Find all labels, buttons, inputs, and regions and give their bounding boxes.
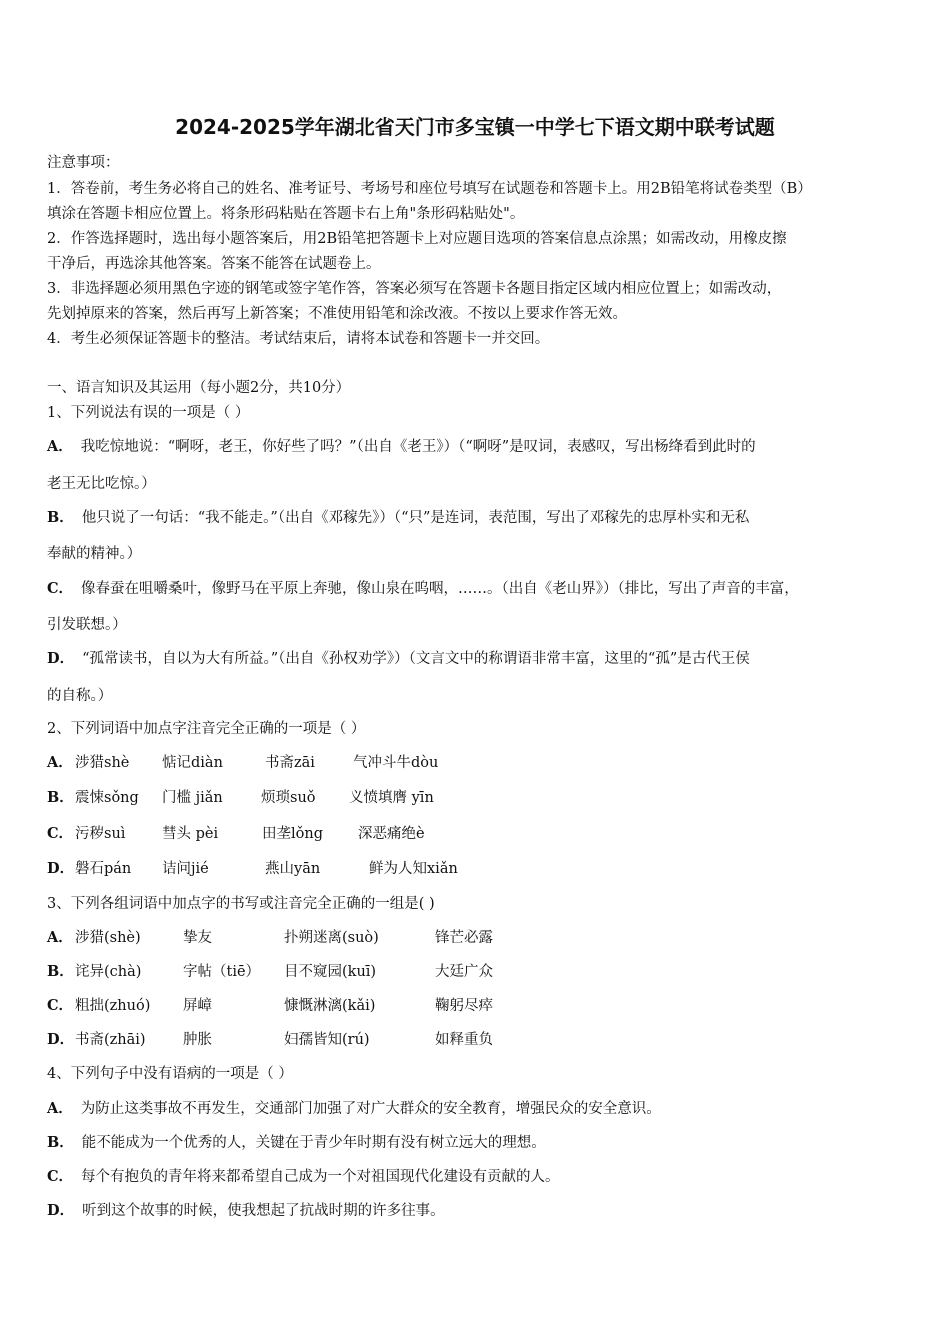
option-item: 烦琐suǒ xyxy=(261,790,316,806)
option-text: 我吃惊地说：“啊呀，老王，你好些了吗？”（出自《老王》）（“啊呀”是叹词，表感叹，写出杨绛看到此时的 xyxy=(80,439,756,455)
option-item: 深恶痛绝è xyxy=(358,826,425,842)
option-text: 像春蚕在咀嚼桑叶，像野马在平原上奔驰，像山泉在呜咽，……。（出自《老山界》）（排比，写出了声音的丰富， xyxy=(81,581,799,597)
section-heading: 一、语言知识及其运用（每小题2分，共10分） xyxy=(47,380,351,396)
option-item: 磐石pán xyxy=(75,861,132,877)
q4-option-d xyxy=(47,1199,445,1220)
option-item: 义愤填膺 yīn xyxy=(349,790,434,806)
option-label: B． xyxy=(47,789,74,806)
notice-heading: 注意事项： xyxy=(47,155,120,171)
option-item: 鞠躬尽瘁 xyxy=(435,998,493,1014)
option-label: D． xyxy=(47,1202,75,1219)
option-label: C． xyxy=(47,997,74,1014)
option-item: 涉猎(shè) xyxy=(75,930,141,946)
option-item: 燕山yān xyxy=(265,861,321,877)
notice-line: 2．作答选择题时，选出每小题答案后，用2B铅笔把答题卡上对应题目选项的答案信息点涂黑；如需改动，用橡皮擦 xyxy=(47,231,787,247)
option-item: 惦记diàn xyxy=(162,755,223,771)
question-2-stem: 2、下列词语中加点字注音完全正确的一项是（ ） xyxy=(47,721,366,737)
notice-line: 1．答卷前，考生务必将自己的姓名、准考证号、考场号和座位号填写在试题卷和答题卡上。用2B铅笔将试卷类型（B） xyxy=(47,181,812,197)
notice-line: 填涂在答题卡相应位置上。将条形码粘贴在答题卡右上角"条形码粘贴处"。 xyxy=(47,206,525,222)
option-label: D． xyxy=(47,1031,75,1048)
option-item: 如释重负 xyxy=(435,1032,493,1048)
option-item: 目不窥园(kuī) xyxy=(284,964,377,980)
option-item: 粗拙(zhuó) xyxy=(75,998,151,1014)
option-item: 锋芒必露 xyxy=(435,930,493,946)
option-label: C． xyxy=(47,1168,74,1185)
q1-option-d-cont: 的自称。） xyxy=(47,688,113,704)
notice-line: 干净后，再选涂其他答案。答案不能答在试题卷上。 xyxy=(47,256,381,272)
question-1-stem: 1、下列说法有误的一项是（ ） xyxy=(47,405,250,421)
page-title: 2024-2025学年湖北省天门市多宝镇一中学七下语文期中联考试题 xyxy=(175,115,775,139)
option-label: C． xyxy=(47,825,74,842)
option-label: D． xyxy=(47,650,75,667)
option-text: 听到这个故事的时候，使我想起了抗战时期的许多往事。 xyxy=(82,1203,445,1219)
option-item: 涉猎shè xyxy=(75,755,130,771)
option-item: 污秽suì xyxy=(75,826,126,842)
option-text: 能不能成为一个优秀的人，关键在于青少年时期有没有树立远大的理想。 xyxy=(81,1135,546,1151)
option-item: 挚友 xyxy=(183,930,212,946)
option-label: B． xyxy=(47,963,74,980)
notice-line: 4．考生必须保证答题卡的整洁。考试结束后，请将本试卷和答题卡一并交回。 xyxy=(47,331,550,347)
option-item: 田垄lǒng xyxy=(262,826,323,842)
option-text: 为防止这类事故不再发生，交通部门加强了对广大群众的安全教育，增强民众的安全意识。 xyxy=(80,1101,661,1117)
option-item: 彗头 pèi xyxy=(162,826,219,842)
option-item: 大廷广众 xyxy=(435,964,493,980)
option-item: 诘问jié xyxy=(162,861,209,877)
q4-option-c xyxy=(47,1165,560,1186)
q1-option-b xyxy=(47,506,749,527)
option-item: 肿胀 xyxy=(183,1032,212,1048)
option-item: 字帖（tiē） xyxy=(183,964,261,980)
option-label: B． xyxy=(47,1134,74,1151)
option-item: 气冲斗牛dòu xyxy=(353,755,439,771)
q1-option-b-cont: 奉献的精神。） xyxy=(47,546,142,562)
option-item: 震悚sǒng xyxy=(75,790,139,806)
q1-option-a-cont: 老王无比吃惊。） xyxy=(47,476,156,492)
option-item: 屏嶂 xyxy=(183,998,212,1014)
q4-option-a xyxy=(47,1097,661,1118)
option-label: A． xyxy=(47,754,73,771)
q1-option-a xyxy=(47,435,756,456)
question-4-stem: 4、下列句子中没有语病的一项是（ ） xyxy=(47,1066,293,1082)
option-text: 他只说了一句话：“我不能走。”（出自《邓稼先》）（“只”是连词，表范围，写出了邓稼先的忠厚朴实和无私 xyxy=(81,510,750,526)
option-label: D． xyxy=(47,860,75,877)
q1-option-d xyxy=(47,647,750,668)
question-3-stem: 3、下列各组词语中加点字的书写或注音完全正确的一组是( ) xyxy=(47,896,435,912)
option-item: 扑朔迷离(suò) xyxy=(284,930,379,946)
q4-option-b xyxy=(47,1131,546,1152)
option-item: 慷慨淋漓(kǎi) xyxy=(284,998,376,1014)
option-label: A． xyxy=(47,438,73,455)
notice-line: 先划掉原来的答案，然后再写上新答案；不准使用铅笔和涂改液。不按以上要求作答无效。 xyxy=(47,306,627,322)
option-label: B． xyxy=(47,509,74,526)
option-label: A． xyxy=(47,929,73,946)
q1-option-c-cont: 引发联想。） xyxy=(47,617,127,633)
option-label: A． xyxy=(47,1100,73,1117)
notice-line: 3．非选择题必须用黑色字迹的钢笔或签字笔作答，答案必须写在答题卡各题目指定区域内相应位置上；如需改动， xyxy=(47,281,782,297)
option-text: 每个有抱负的青年将来都希望自己成为一个对祖国现代化建设有贡献的人。 xyxy=(81,1169,560,1185)
option-item: 门槛 jiǎn xyxy=(162,790,223,806)
option-item: 鲜为人知xiǎn xyxy=(369,861,458,877)
option-item: 诧异(chà) xyxy=(75,964,142,980)
option-label: C． xyxy=(47,580,74,597)
q1-option-c xyxy=(47,577,799,598)
option-item: 书斋(zhāi) xyxy=(75,1032,146,1048)
option-item: 妇孺皆知(rú) xyxy=(284,1032,370,1048)
option-item: 书斋zāi xyxy=(265,755,315,771)
option-text: “孤常读书，自以为大有所益。”（出自《孙权劝学》）（文言文中的称谓语非常丰富，这里的“孤”是古代王侯 xyxy=(82,651,750,667)
